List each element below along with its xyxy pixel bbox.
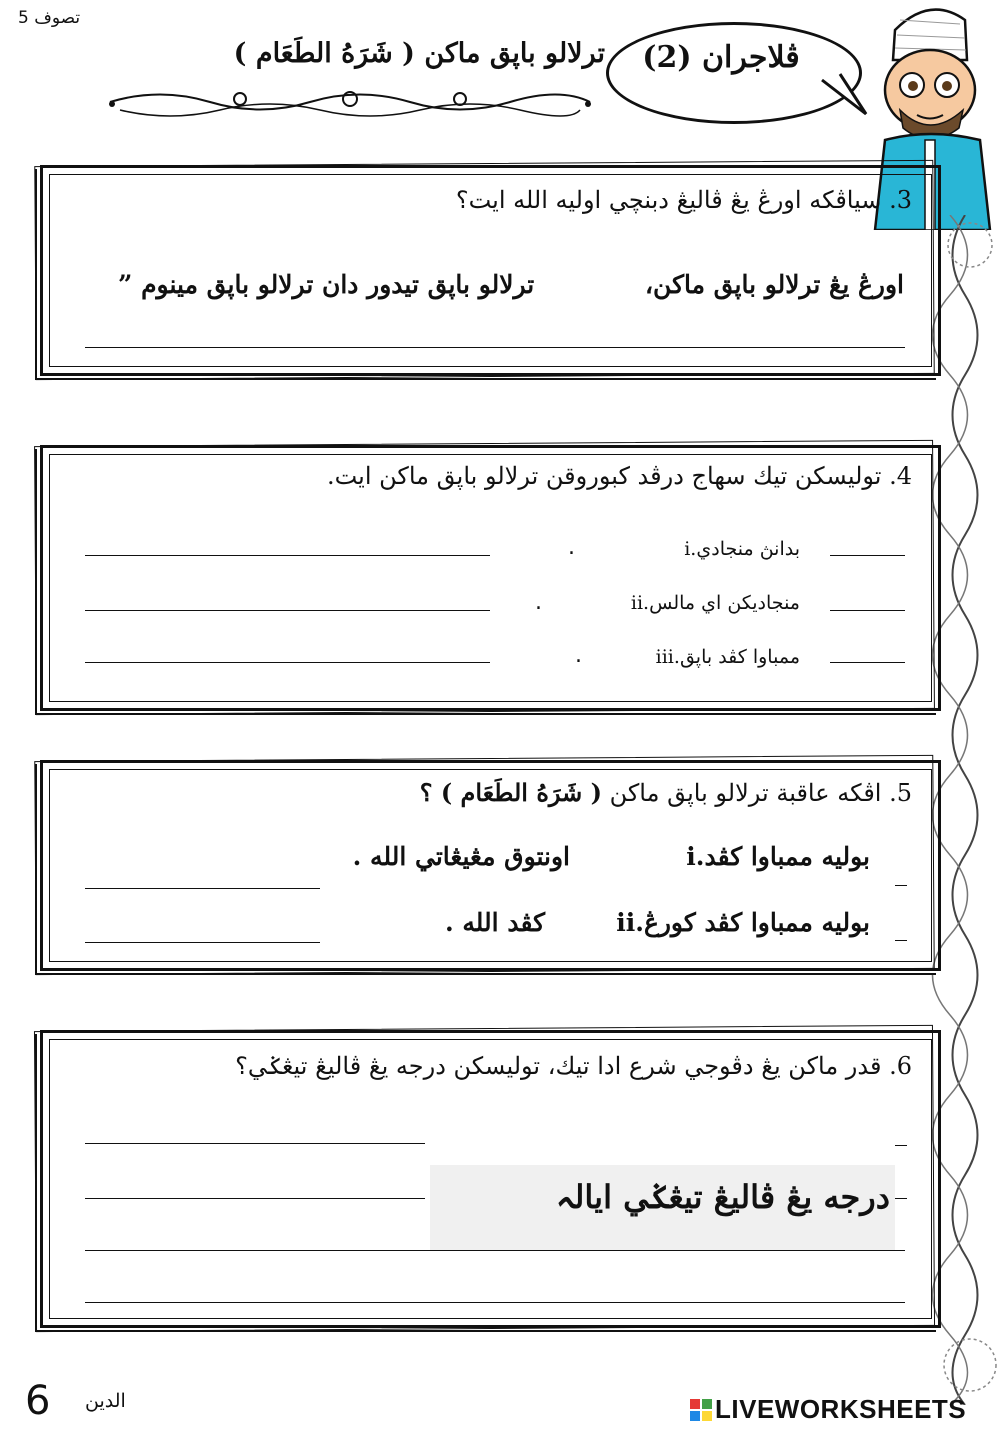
question-3-answer-start: اورڠ يڠ ترلالو باپق ماکن، (644, 270, 904, 299)
question-3-answer-line[interactable] (85, 347, 905, 348)
item-i-blank[interactable] (895, 885, 907, 886)
page-number: 6 (25, 1378, 51, 1424)
q6-blank-1[interactable] (895, 1145, 907, 1146)
brand-logo (690, 1394, 966, 1425)
option-i-blank[interactable] (830, 555, 905, 556)
q6-blank-2[interactable] (895, 1198, 907, 1199)
item-ii-answer-line[interactable] (85, 942, 320, 943)
question-3-text: 3. سياڤکه اورڠ يڠ ڤاليڠ دبنچي اوليه الله ايت؟ (455, 186, 912, 214)
q6-answer-line-2[interactable] (85, 1198, 425, 1199)
q6-answer-line-1[interactable] (85, 1143, 425, 1144)
option-ii-blank[interactable] (830, 610, 905, 611)
bubble-text: ڤلاجران (2) (642, 40, 800, 75)
footer-subject: الدين (85, 1390, 126, 1412)
q6-answer-line-4[interactable] (85, 1302, 905, 1303)
question-4-text: 4. توليسکن تيك سهاج درڤد کبوروقن ترلالو باپق ماکن ايت. (326, 462, 912, 490)
item-i-end: اونتوق مڠيڠاتي الله . (352, 842, 570, 871)
item-ii-end: کڤد الله . (444, 908, 545, 937)
question-3-answer-end: ترلالو باپق تيدور دان ترلالو باپق مينوم ” (118, 270, 535, 299)
grade-label: تصوف 5 (18, 8, 81, 28)
option-i-dot: . (568, 535, 575, 560)
option-iii-answer-line[interactable] (85, 662, 490, 663)
item-i-answer-line[interactable] (85, 888, 320, 889)
question-6-text: 6. قدر ماکن يڠ دڤوجي شرع ادا تيك، توليسکن درجه يڠ ڤاليڠ تيڠݢي؟ (235, 1052, 912, 1080)
question-5-text: 5. اڤکه عاقبة ترلالو باپق ماکن ( شَرَهُ الطَعَام ) ؟ (419, 778, 912, 807)
item-ii-start: ii.بوليه ممباوا کڤد کورڠ (616, 908, 870, 937)
option-ii-answer-line[interactable] (85, 610, 490, 611)
item-ii-blank[interactable] (895, 940, 907, 941)
option-i-answer-line[interactable] (85, 555, 490, 556)
ornament-divider (100, 82, 600, 122)
brand-name: LIVEWORKSHEETS (715, 1394, 967, 1424)
option-iii-dot: . (575, 643, 582, 668)
option-iii-text: iii.ممباوا کڤد باپق (655, 646, 800, 668)
page-title: ترلالو باپق ماکن ( شَرَهُ الطَعَام ) (233, 38, 605, 69)
q6-answer-text: درجه يڠ ڤاليڠ تيڠݢي ايالہ (555, 1178, 890, 1216)
option-iii-blank[interactable] (830, 662, 905, 663)
option-ii-dot: . (535, 590, 542, 615)
q6-answer-line-3[interactable] (85, 1250, 905, 1251)
option-i-text: i.بدانڽ منجادي (684, 538, 800, 560)
liveworksheets-icon (690, 1399, 712, 1421)
option-ii-text: ii.منجاديکن اي مالس (630, 592, 800, 614)
question-5-bold: ( شَرَهُ الطَعَام ) ؟ (419, 778, 602, 807)
item-i-start: i.بوليه ممباوا کڤد (686, 842, 870, 871)
